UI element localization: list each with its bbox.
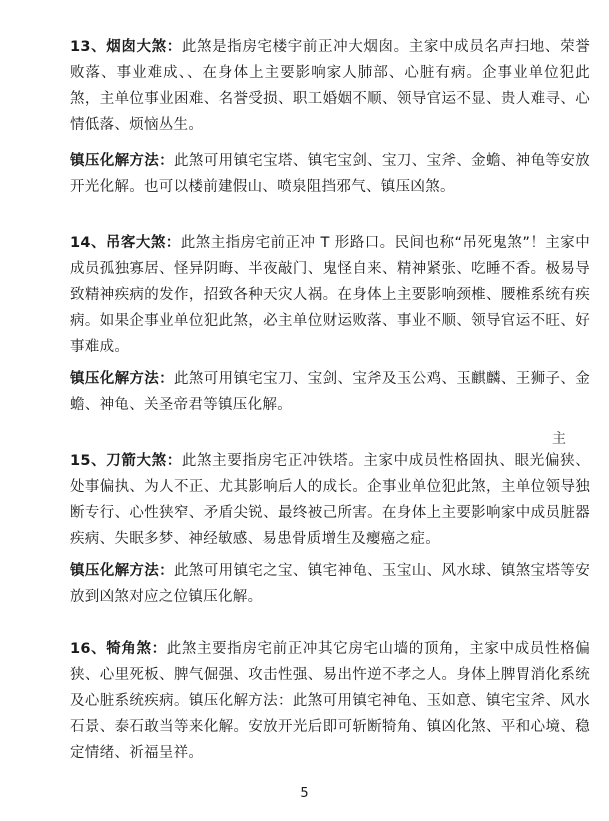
section-number: 15、 [70, 453, 107, 469]
section-title: 烟囱大煞： [106, 39, 182, 55]
section-body: 此煞是指房宅楼宇前正冲大烟囱。主家中成员名声扫地、荣誉败落、事业难成、、在身体上主要影响家人肺部、心脏有病。企事业单位犯此煞，主单位事业困难、名誉受损、职工婚姻不顺、领导官运不显、贵人难寻、心情低落、烦恼丛生。 [70, 39, 590, 133]
section-body: 此煞主指房宅前正冲 T 形路口。民间也称“吊死鬼煞”！主家中成员孤独寡居、怪异阴晦、半夜敲门、鬼怪自来、精神紧张、吃睡不香。极易导致精神疾病的发作，招致各种天灾人祸。在身体上主要影响颈椎、腰椎系统有疾病。如果企事业单位犯此煞，必主单位财运败落、事业不顺、领导官运不旺、好事难成。 [70, 235, 591, 355]
method-label: 镇压化解方法： [70, 371, 175, 387]
method-15 [70, 558, 590, 610]
method-13 [70, 148, 590, 200]
section-title: 刀箭大煞： [106, 453, 182, 469]
section-14 [70, 230, 590, 360]
method-label: 镇压化解方法： [70, 153, 175, 169]
section-15 [70, 448, 590, 552]
section-number: 13、 [70, 39, 107, 55]
section-body: 此煞主要指房宅前正冲其它房宅山墙的顶角，主家中成员性格偏狭、心里死板、脾气倔强、攻击性强、易出忤逆不孝之人。身体上脾胃消化系统及心脏系统疾病。镇压化解方法：此煞可用镇宅神龟、玉如意、镇宅宝斧、风水石景、泰石敢当等来化解。安放开光后即可斩断犄角、镇凶化煞、平和心境、稳定情绪、祈福呈祥。 [70, 641, 590, 761]
method-text: 此煞可用镇宅之宝、镇宅神龟、玉宝山、风水球、镇煞宝塔等安放到凶煞对应之位镇压化解。 [70, 563, 590, 605]
section-13 [70, 34, 590, 138]
stray-character: 主 [552, 431, 566, 447]
section-title: 犄角煞： [106, 641, 167, 657]
section-number: 14、 [70, 235, 106, 251]
section-16 [70, 636, 590, 766]
method-text: 此煞可用镇宅宝刀、宝剑、宝斧及玉公鸡、玉麒麟、王狮子、金蟾、神龟、关圣帝君等镇压化解。 [70, 371, 590, 413]
method-label: 镇压化解方法： [70, 563, 175, 579]
method-14 [70, 366, 590, 418]
section-number: 16、 [70, 641, 107, 657]
method-text: 此煞可用镇宅宝塔、镇宅宝剑、宝刀、宝斧、金蟾、神龟等安放开光化解。也可以楼前建假山、喷泉阻挡邪气、镇压凶煞。 [70, 153, 590, 195]
section-title: 吊客大煞： [105, 235, 181, 251]
page-number: 5 [300, 786, 309, 801]
section-body: 此煞主要指房宅正冲铁塔。主家中成员性格固执、眼光偏狭、处事偏执、为人不正、尤其影响后人的成长。企事业单位犯此煞，主单位领导独断专行、心性狭窄、矛盾尖锐、最终被己所害。在身体上主要影响家中成员脏器疾病、失眠多梦、神经敏感、易患骨质增生及瘿癌之症。 [70, 453, 590, 547]
